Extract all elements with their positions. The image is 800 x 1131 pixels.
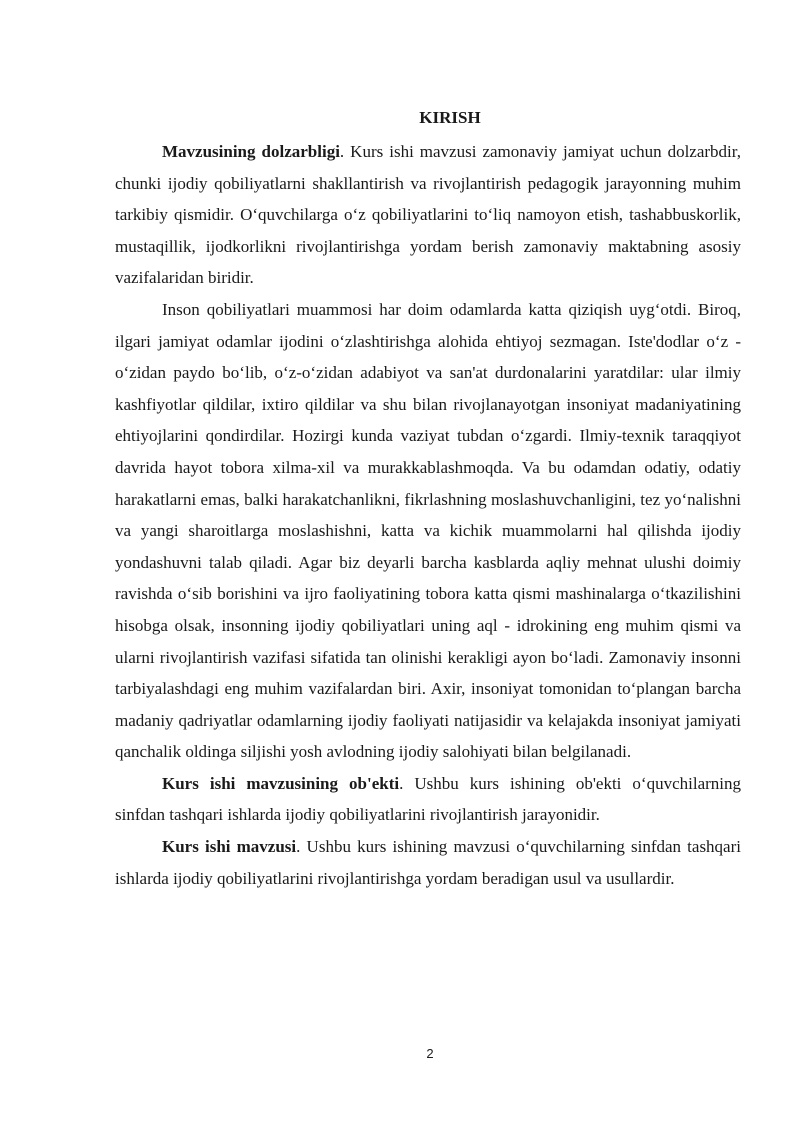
paragraph-text: Inson qobiliyatlari muammosi har doim odamlarda katta qiziqish uyg‘otdi. Biroq, ilgari jamiyat odamlar ijodini o‘zlashtirishga alohida ehtiyoj sezmagan. Iste'dodlar o‘z - o‘zidan paydo bo‘lib, o‘z-o‘zidan adabiyot va san'at durdonalarini yaratdilar: ular ilmiy kashfiyotlar qildilar, ixtiro qildilar va shu bilan rivojlanayotgan insoniyat madaniyatining ehtiyojlarini qondirdilar. Hozirgi kunda vaziyat tubdan o‘zgardi. Ilmiy-texnik taraqqiyot davrida hayot tobora xilma-xil va murakkablashmoqda. Va bu odamdan odatiy, odatiy harakatlarni emas, balki harakatchanlikni, fikrlashning moslashuvchanligini, tez yo‘nalishni va yangi sharoitlarga moslashishni, katta va kichik muammolarni hal qilishda ijodiy yondashuvni talab qiladi. Agar biz deyarli barcha kasblarda aqliy mehnat ulushi doimiy ravishda o‘sib borishini va ijro faoliyatining tobora katta qismi mashinalarga o‘tkazilishini hisobga olsak, insonning ijodiy qobiliyatlari uning aql - idrokining eng muhim qismi va ularni rivojlantirish vazifasi sifatida tan olinishi kerakligi ayon bo‘ladi. Zamonaviy insonni tarbiyalashdagi eng muhim vazifalardan biri. Axir, insoniyat tomonidan to‘plangan barcha madaniy qadriyatlar odamlarning ijodiy faoliyati natijasidir va kelajakda insoniyat jamiyati qanchalik oldinga siljishi yosh avlodning ijodiy salohiyati bilan belgilanadi. <box>115 299 741 762</box>
paragraph-lead: Kurs ishi mavzusi <box>162 837 297 857</box>
paragraph-problem <box>115 294 741 768</box>
paragraph-lead: Mavzusining dolzarbligi <box>162 142 340 161</box>
paragraph-subject <box>115 831 741 894</box>
paragraph-text: . Ushbu kurs ishining mavzusi o‘quvchilarning sinfdan tashqari ishlarda ijodiy qobiliyatlarini rivojlantirishga yordam beradigan usul va usullardir. <box>115 837 741 888</box>
paragraph-text: . Kurs ishi mavzusi zamonaviy jamiyat uchun dolzarbdir, chunki ijodiy qobiliyatlarni shakllantirish va rivojlantirish pedagogik jarayonning muhim tarkibiy qismidir. O‘quvchilarga o‘z qobiliyatlarini to‘liq namoyon etish, tashabbuskorlik, mustaqillik, ijodkorlikni rivojlantirishga yordam berish zamonaviy maktabning asosiy vazifalaridan biridir. <box>115 142 741 288</box>
document-page <box>115 108 741 894</box>
paragraph-lead: Kurs ishi mavzusining ob'ekti <box>162 773 400 793</box>
paragraph-relevance <box>115 136 741 294</box>
paragraph-text: . Ushbu kurs ishining ob'ekti o‘quvchilarning sinfdan tashqari ishlarda ijodiy qobiliyatlarini rivojlantirish jarayonidir. <box>115 773 741 825</box>
paragraph-object <box>115 768 741 831</box>
page-number: 2 <box>426 1046 434 1061</box>
section-title: KIRISH <box>419 108 481 127</box>
